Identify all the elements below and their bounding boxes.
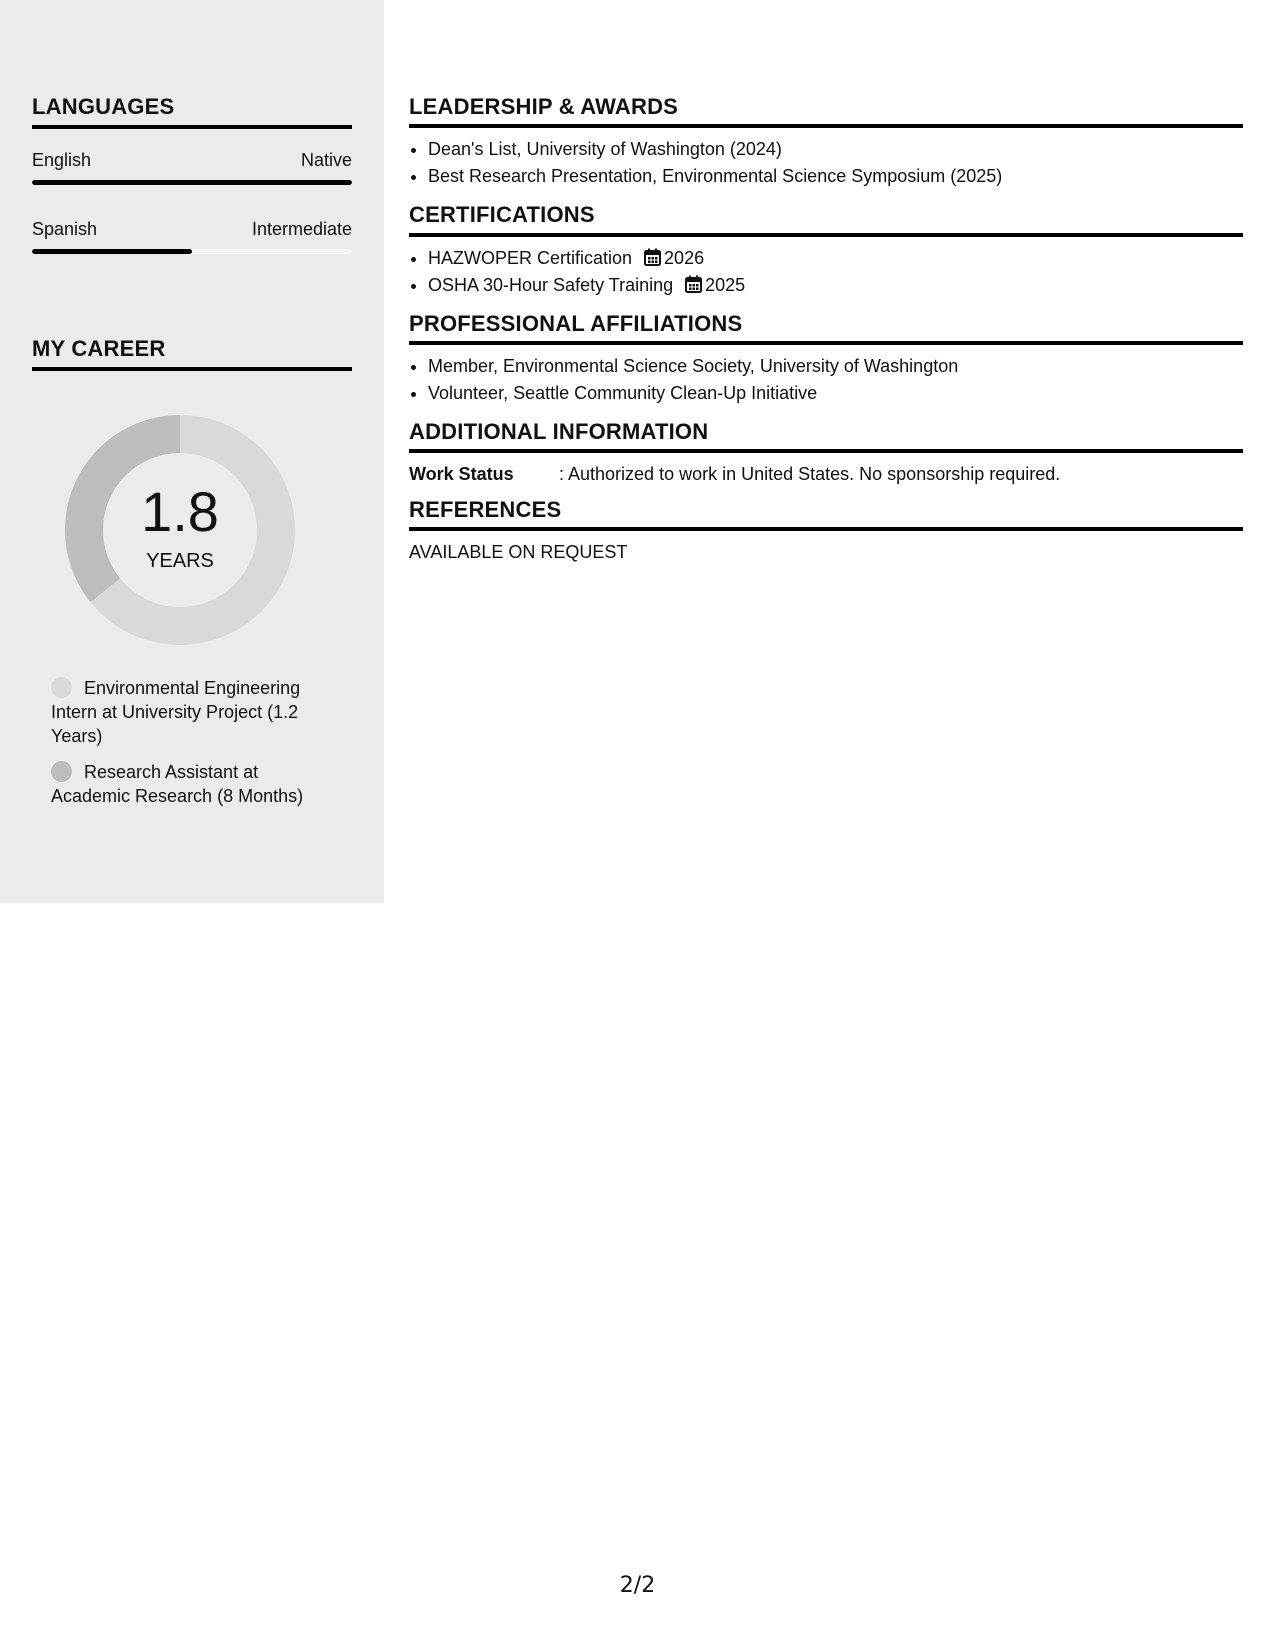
work-status-value: : Authorized to work in United States. No sponsorship required. [559, 464, 1061, 485]
language-proficiency-fill [32, 249, 192, 254]
sidebar [0, 0, 384, 903]
list-item: • Dean's List, University of Washington (2024) [428, 136, 1243, 163]
language-level: Intermediate [251, 219, 352, 240]
certification-year: 2025 [705, 274, 746, 295]
career-total-value: 1.8 [141, 480, 219, 543]
main-content [409, 94, 1243, 575]
affiliations-title: PROFESSIONAL AFFILIATIONS [409, 311, 1243, 345]
work-status-row [409, 463, 1243, 485]
certifications-title: CERTIFICATIONS [409, 202, 1243, 236]
leadership-title: LEADERSHIP & AWARDS [409, 94, 1243, 128]
references-title: REFERENCES [409, 497, 1243, 531]
career-title: MY CAREER [32, 336, 352, 371]
leadership-section [409, 94, 1243, 190]
language-item-english [32, 149, 352, 185]
language-level: Native [300, 150, 352, 171]
certification-name: HAZWOPER Certification [428, 247, 633, 268]
list-item [428, 245, 1243, 272]
language-proficiency-bar [32, 180, 352, 185]
certifications-list [409, 245, 1243, 299]
additional-info-section [409, 419, 1243, 485]
career-total-unit: YEARS [146, 550, 214, 572]
calendar-icon [685, 275, 702, 293]
affiliations-list [409, 353, 1243, 407]
career-donut-chart [64, 414, 296, 646]
legend-label: Environmental Engineering Intern at University Project (1.2 Years) [51, 678, 301, 746]
language-item-spanish [32, 218, 352, 254]
leadership-list [409, 136, 1243, 190]
legend-label: Research Assistant at Academic Research (8 Months) [51, 762, 304, 806]
languages-section [32, 94, 352, 254]
career-legend-item [51, 676, 331, 748]
certification-year: 2026 [664, 247, 705, 268]
language-proficiency-bar [32, 249, 352, 254]
calendar-icon [644, 248, 661, 266]
career-legend [51, 676, 331, 820]
legend-dot [51, 761, 72, 782]
list-item: • Volunteer, Seattle Community Clean-Up Initiative [428, 380, 1243, 407]
languages-title: LANGUAGES [32, 94, 352, 129]
certifications-section [409, 202, 1243, 298]
references-text: AVAILABLE ON REQUEST [409, 542, 628, 563]
career-legend-item [51, 760, 331, 808]
affiliations-section [409, 311, 1243, 407]
language-name: Spanish [32, 219, 98, 240]
list-item: • Best Research Presentation, Environmental Science Symposium (2025) [428, 163, 1243, 190]
list-item [428, 272, 1243, 299]
career-section [32, 336, 352, 371]
page-number: 2/2 [619, 1573, 656, 1598]
work-status-label: Work Status [409, 464, 514, 485]
legend-dot [51, 677, 72, 698]
certification-name: OSHA 30-Hour Safety Training [428, 274, 674, 295]
list-item: • Member, Environmental Science Society, University of Washington [428, 353, 1243, 380]
language-name: English [32, 150, 92, 171]
additional-info-title: ADDITIONAL INFORMATION [409, 419, 1243, 453]
references-section [409, 497, 1243, 563]
language-proficiency-fill [32, 180, 352, 185]
